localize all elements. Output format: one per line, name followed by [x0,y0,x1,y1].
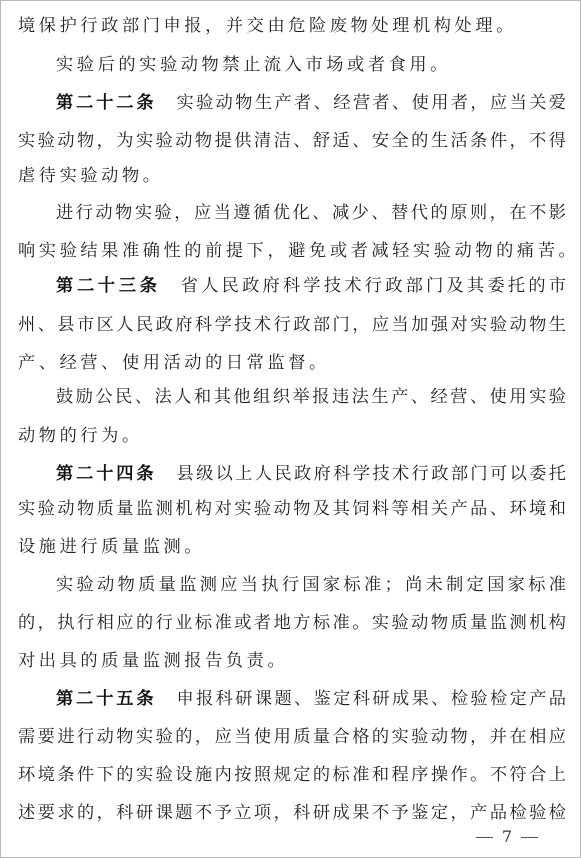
text-line [56,382,566,412]
line-text: 动物的行为。 [18,426,143,446]
line-text: 对出具的质量监测报告负责。 [18,651,289,671]
line-text: 响实验结果准确性的前提下，避免或者减轻实验动物的痛苦。 [18,241,580,261]
line-text: 实验动物，为实验动物提供清洁、舒适、安全的生活条件，不得 [18,131,566,151]
text-line [18,646,566,676]
article-number: 第二十五条 [56,689,157,709]
text-line [18,532,566,562]
line-text: 进行动物实验，应当遵循优化、减少、替代的原则，在不影 [56,203,566,223]
article-number: 第二十三条 [56,276,161,296]
line-text: 鼓励公民、法人和其他组织举报违法生产、经营、使用实验 [56,387,566,407]
text-line [56,50,566,80]
text-line [56,459,566,489]
text-line [18,161,566,191]
text-line [18,310,566,340]
text-line [18,760,566,790]
line-text: 虐待实验动物。 [18,166,164,186]
article-number: 第二十二条 [56,93,157,113]
text-line [18,126,566,156]
text-line [18,494,566,524]
page-number: 7 [501,827,512,846]
line-text: 需要进行动物实验的，应当使用质量合格的实验动物，并在相应 [18,727,566,747]
line-text: 境保护行政部门申报，并交由危险废物处理机构处理。 [18,16,517,36]
line-text: 实验动物质量监测应当执行国家标准；尚未制定国家标准 [56,575,566,595]
text-line [56,88,566,118]
text-line [18,798,566,828]
line-text: 申报科研课题、鉴定科研成果、检验检定产品 [176,689,566,709]
text-line [56,198,566,228]
line-text: 环境条件下的实验设施内按照规定的标准和程序操作。不符合上 [18,765,566,785]
line-text: 产、经营、使用活动的日常监督。 [18,353,330,373]
text-line [18,421,566,451]
article-number: 第二十四条 [56,464,157,484]
line-text: 省人民政府科学技术行政部门及其委托的市 [180,276,566,296]
line-text: 实验动物生产者、经营者、使用者，应当关爱 [176,93,566,113]
text-line [56,271,566,301]
line-text: 县级以上人民政府科学技术行政部门可以委托 [176,464,566,484]
text-line [56,570,566,600]
line-text: 实验动物质量监测机构对实验动物及其饲料等相关产品、环境和 [18,499,566,519]
text-line [18,348,566,378]
text-line [18,236,580,266]
text-line [18,11,566,41]
text-line [18,722,566,752]
text-line [18,608,566,638]
page-footer [1,827,580,847]
line-text: 设施进行质量监测。 [18,537,206,557]
text-line [56,684,566,714]
line-text: 述要求的，科研课题不予立项，科研成果不予鉴定，产品检验检 [18,803,566,823]
line-text: 实验后的实验动物禁止流入市场或者食用。 [56,55,451,75]
footer-dash-left [476,837,493,838]
footer-dash-right [521,837,538,838]
line-text: 的，执行相应的行业标准或者地方标准。实验动物质量监测机构 [18,613,566,633]
line-text: 州、县市区人民政府科学技术行政部门，应当加强对实验动物生 [18,315,566,335]
